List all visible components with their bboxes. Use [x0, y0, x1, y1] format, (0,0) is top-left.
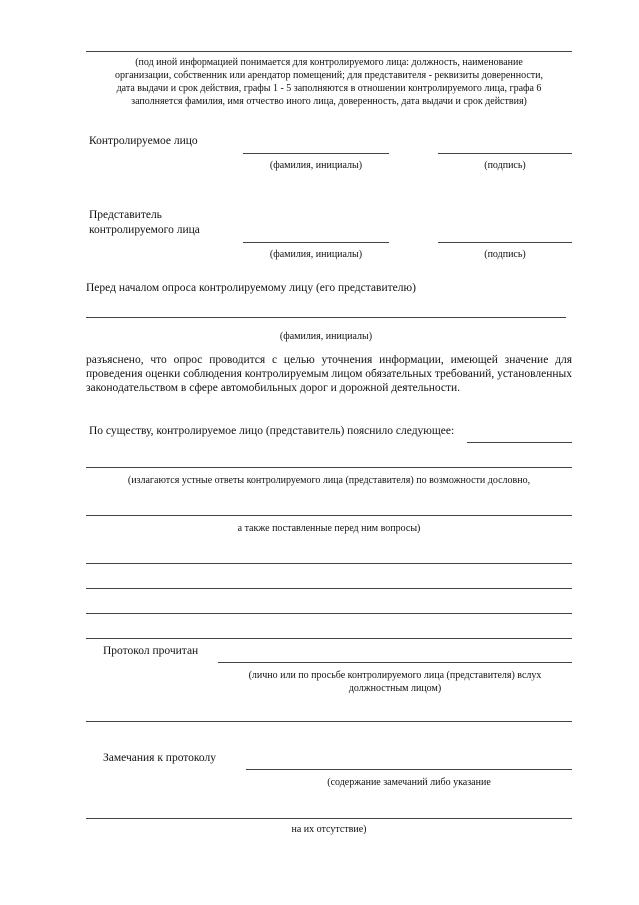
remarks-hint-line-1: (содержание замечаний либо указание	[327, 777, 491, 788]
remarks-label: Замечания к протоколу	[103, 752, 217, 764]
intro-note-line-3: дата выдачи и срок действия, графы 1 - 5 заполняются в отношении контролируемого лица, графа 6	[116, 83, 542, 94]
controlled-person-label: Контролируемое лицо	[89, 135, 198, 147]
representative-name-field[interactable]	[243, 242, 389, 243]
protocol-read-hint-line-2: должностным лицом)	[348, 683, 442, 694]
controlled-person-name-field[interactable]	[243, 153, 389, 154]
essence-answer-line-5[interactable]	[86, 613, 572, 614]
essence-inline-field[interactable]	[467, 442, 572, 443]
representative-name-hint: (фамилия, инициалы)	[269, 249, 363, 260]
before-survey-name-field[interactable]	[86, 317, 566, 318]
controlled-person-name-hint: (фамилия, инициалы)	[269, 160, 363, 171]
representative-label-line-1: Представитель	[89, 209, 162, 221]
before-survey-name-hint: (фамилия, инициалы)	[279, 331, 373, 342]
essence-hint-1: (излагаются устные ответы контролируемого лица (представителя) по возможности дословно,	[127, 475, 531, 486]
protocol-read-hint-line-1: (лично или по просьбе контролируемого лица (представителя) вслух	[248, 670, 542, 681]
intro-note-line-2: организации, собственник или арендатор помещений; для представителя - реквизиты доверенности,	[115, 70, 543, 81]
top-rule	[86, 51, 572, 52]
representative-signature-hint: (подпись)	[484, 249, 526, 260]
intro-note-line-4: заполняется фамилия, имя отчество иного лица, доверенность, дата выдачи и срок действия)	[131, 96, 527, 107]
intro-note-line-1: (под иной информацией понимается для контролируемого лица: должность, наименование	[135, 57, 523, 68]
essence-answer-line-2[interactable]	[86, 515, 572, 516]
remarks-field[interactable]	[246, 769, 572, 770]
essence-answer-line-6[interactable]	[86, 638, 572, 639]
remarks-hint-line-2: на их отсутствие)	[291, 824, 367, 835]
before-survey-text: Перед началом опроса контролируемому лицу (его представителю)	[86, 282, 416, 294]
protocol-read-label: Протокол прочитан	[103, 645, 199, 657]
explanation-paragraph	[86, 353, 572, 395]
representative-signature-field[interactable]	[438, 242, 572, 243]
remarks-extra-line[interactable]	[86, 818, 572, 819]
controlled-person-signature-hint: (подпись)	[484, 160, 526, 171]
explanation-line-3: законодательством в сфере автомобильных дорог и дорожной деятельности.	[86, 382, 461, 394]
explanation-line-2: проведения оценки соблюдения контролируемым лицом обязательных требований, установленных	[86, 368, 572, 380]
essence-hint-2: а также поставленные перед ним вопросы)	[237, 523, 421, 534]
representative-label-line-2: контролируемого лица	[89, 224, 200, 236]
essence-answer-line-1[interactable]	[86, 467, 572, 468]
essence-text: По существу, контролируемое лицо (представитель) пояснило следующее:	[89, 425, 455, 437]
protocol-read-field[interactable]	[218, 662, 572, 663]
essence-answer-line-4[interactable]	[86, 588, 572, 589]
essence-answer-line-3[interactable]	[86, 563, 572, 564]
controlled-person-signature-field[interactable]	[438, 153, 572, 154]
explanation-line-1: разъяснено, что опрос проводится с целью уточнения информации, имеющей значение для	[86, 354, 572, 366]
protocol-read-extra-line[interactable]	[86, 721, 572, 722]
